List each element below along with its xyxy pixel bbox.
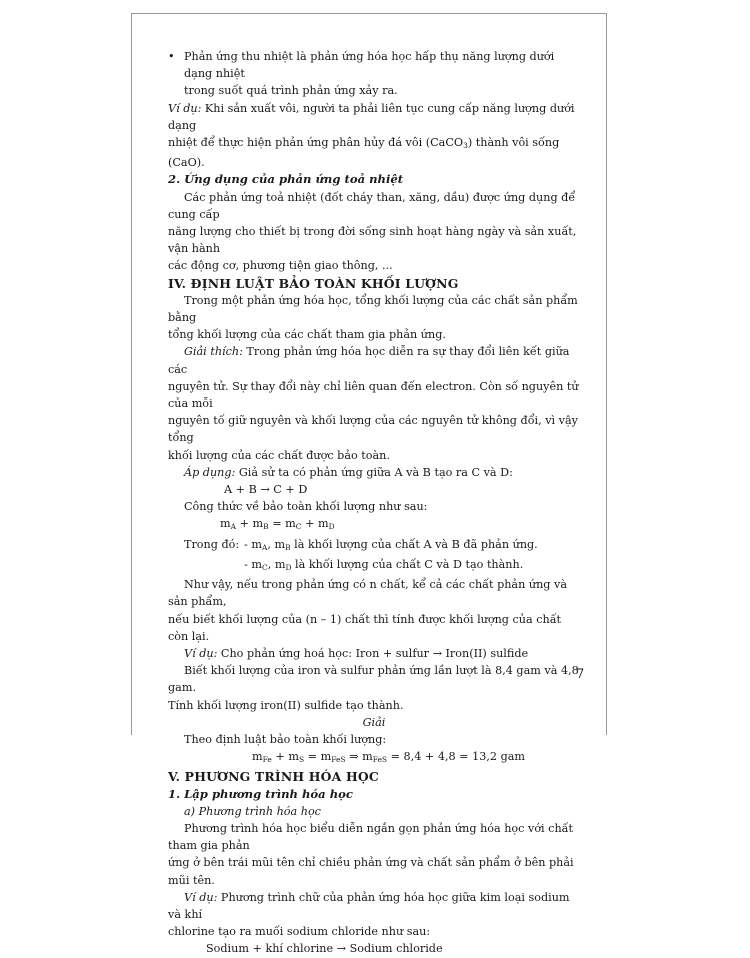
paragraph: [168, 662, 580, 714]
subsection-heading: a) Phương trình hóa học: [184, 804, 321, 818]
eq-part: = m: [268, 517, 296, 531]
subscript: A: [230, 522, 237, 532]
text-line: Khi sản xuất vôi, người ta phải liên tục cung cấp năng lượng dưới dạng: [168, 101, 575, 132]
page-number: 7: [576, 667, 585, 682]
section-heading: 1. Lập phương trình hóa học: [168, 786, 353, 801]
example-paragraph: [168, 889, 580, 941]
definition-row: [168, 536, 580, 556]
definition-label: Trong đó:: [184, 537, 240, 551]
paragraph: [168, 292, 580, 344]
text-line: chlorine tạo ra muối sodium chloride như sau:: [168, 925, 431, 939]
text-line: Trong một phản ứng hóa học, tổng khối lượng của các chất sản phẩm bằng: [168, 293, 578, 325]
text-line: các động cơ, phương tiện giao thông, ...: [168, 259, 393, 273]
text-line: ) thành vôi sống (CaO).: [168, 136, 560, 170]
eq-part: + m: [301, 517, 329, 531]
text-line: Cho phản ứng hoá học: Iron + sulfur → Iron(II) sulfide: [217, 646, 529, 660]
text-line: ứng ở bên trái mũi tên chỉ chiều phản ứng và chất sản phẩm ở bên phải mũi tên.: [168, 856, 574, 887]
equation: A + B → C + D: [224, 483, 308, 497]
example-paragraph: [168, 645, 580, 662]
text-line: khối lượng của các chất được bảo toàn.: [168, 448, 390, 462]
example-label: Ví dụ:: [168, 101, 202, 115]
text-line: Phương trình chữ của phản ứng hóa học giữa kim loại sodium và khí: [168, 890, 570, 921]
text-line: trong suốt quá trình phản ứng xảy ra.: [184, 84, 398, 98]
paragraph: Theo định luật bảo toàn khối lượng:: [184, 732, 387, 746]
text-line: Biết khối lượng của iron và sulfur phản ứng lần lượt là 8,4 gam và 4,8 gam.: [168, 664, 579, 695]
example-paragraph: [168, 100, 580, 172]
definition-text: - $m_A$, $m_B$ là khối lượng của chất A và B đã phản ứng.: [244, 537, 538, 552]
chapter-heading: V. PHƯƠNG TRÌNH HÓA HỌC: [168, 769, 379, 785]
paragraph: [168, 576, 580, 645]
definition-text: - $m_C$, $m_D$ là khối lượng của chất C và D tạo thành.: [244, 557, 524, 572]
paragraph: [168, 343, 580, 463]
mass-equation: $m_{Fe} + m_S = m_{FeS}$ ⇒ $m_{FeS} = 8,4 + 4,8 = 13,2$ gam: [252, 750, 526, 765]
mass-equation: [168, 515, 580, 535]
text-line: nhiệt để thực hiện phản ứng phân hủy đá vôi (CaCO: [168, 136, 464, 150]
word-equation: Sodium + khí chlorine → Sodium chloride: [206, 942, 443, 956]
apply-label: Áp dụng:: [184, 465, 236, 479]
subscript: B: [263, 522, 269, 532]
subscript: C: [295, 522, 302, 532]
text-line: nếu biết khối lượng của (n – 1) chất thì tính được khối lượng của chất còn lại.: [168, 612, 562, 643]
text-line: tổng khối lượng của các chất tham gia phản ứng.: [168, 328, 446, 342]
text-line: Như vậy, nếu trong phản ứng có n chất, kể cả các chất phản ứng và sản phẩm,: [168, 578, 567, 609]
section-heading: 2. Ứng dụng của phản ứng toả nhiệt: [168, 172, 404, 187]
eq-part: m: [220, 517, 231, 531]
example-label: Ví dụ:: [184, 890, 218, 904]
text-line: nguyên tố giữ nguyên và khối lượng của các nguyên tử không đổi, vì vậy tổng: [168, 414, 578, 445]
eq-part: + m: [236, 517, 264, 531]
paragraph: [168, 464, 580, 481]
bullet-paragraph: [168, 48, 580, 100]
paragraph: [168, 189, 580, 275]
subscript: 3: [463, 141, 468, 151]
page-content: [168, 48, 580, 958]
paragraph: Công thức về bảo toàn khối lượng như sau:: [184, 500, 428, 514]
text-line: Các phản ứng toả nhiệt (đốt cháy than, xăng, dầu) được ứng dụng để cung cấp: [168, 190, 576, 221]
text-line: nguyên tử. Sự thay đổi này chỉ liên quan đến electron. Còn số nguyên tử của mỗi: [168, 379, 579, 411]
text-line: năng lượng cho thiết bị trong đời sống sinh hoạt hàng ngày và sản xuất, vận hành: [168, 225, 577, 256]
chapter-heading: IV. ĐỊNH LUẬT BẢO TOÀN KHỐI LƯỢNG: [168, 275, 459, 291]
solution-heading: Giải: [362, 715, 386, 729]
subscript: D: [328, 522, 335, 532]
book-page: [131, 13, 607, 956]
explain-label: Giải thích:: [184, 345, 243, 359]
text-line: Trong phản ứng hóa học diễn ra sự thay đổi liên kết giữa các: [168, 345, 570, 376]
text-line: Phương trình hóa học biểu diễn ngắn gọn phản ứng hóa học với chất tham gia phản: [168, 821, 574, 853]
example-label: Ví dụ:: [184, 646, 218, 660]
paragraph: [168, 820, 580, 889]
bullet-icon: •: [168, 50, 175, 63]
text-line: Giả sử ta có phản ứng giữa A và B tạo ra C và D:: [235, 465, 513, 479]
text-line: Tính khối lượng iron(II) sulfide tạo thành.: [168, 698, 404, 712]
text-line: Phản ứng thu nhiệt là phản ứng hóa học hấp thụ năng lượng dưới dạng nhiệt: [184, 50, 555, 81]
